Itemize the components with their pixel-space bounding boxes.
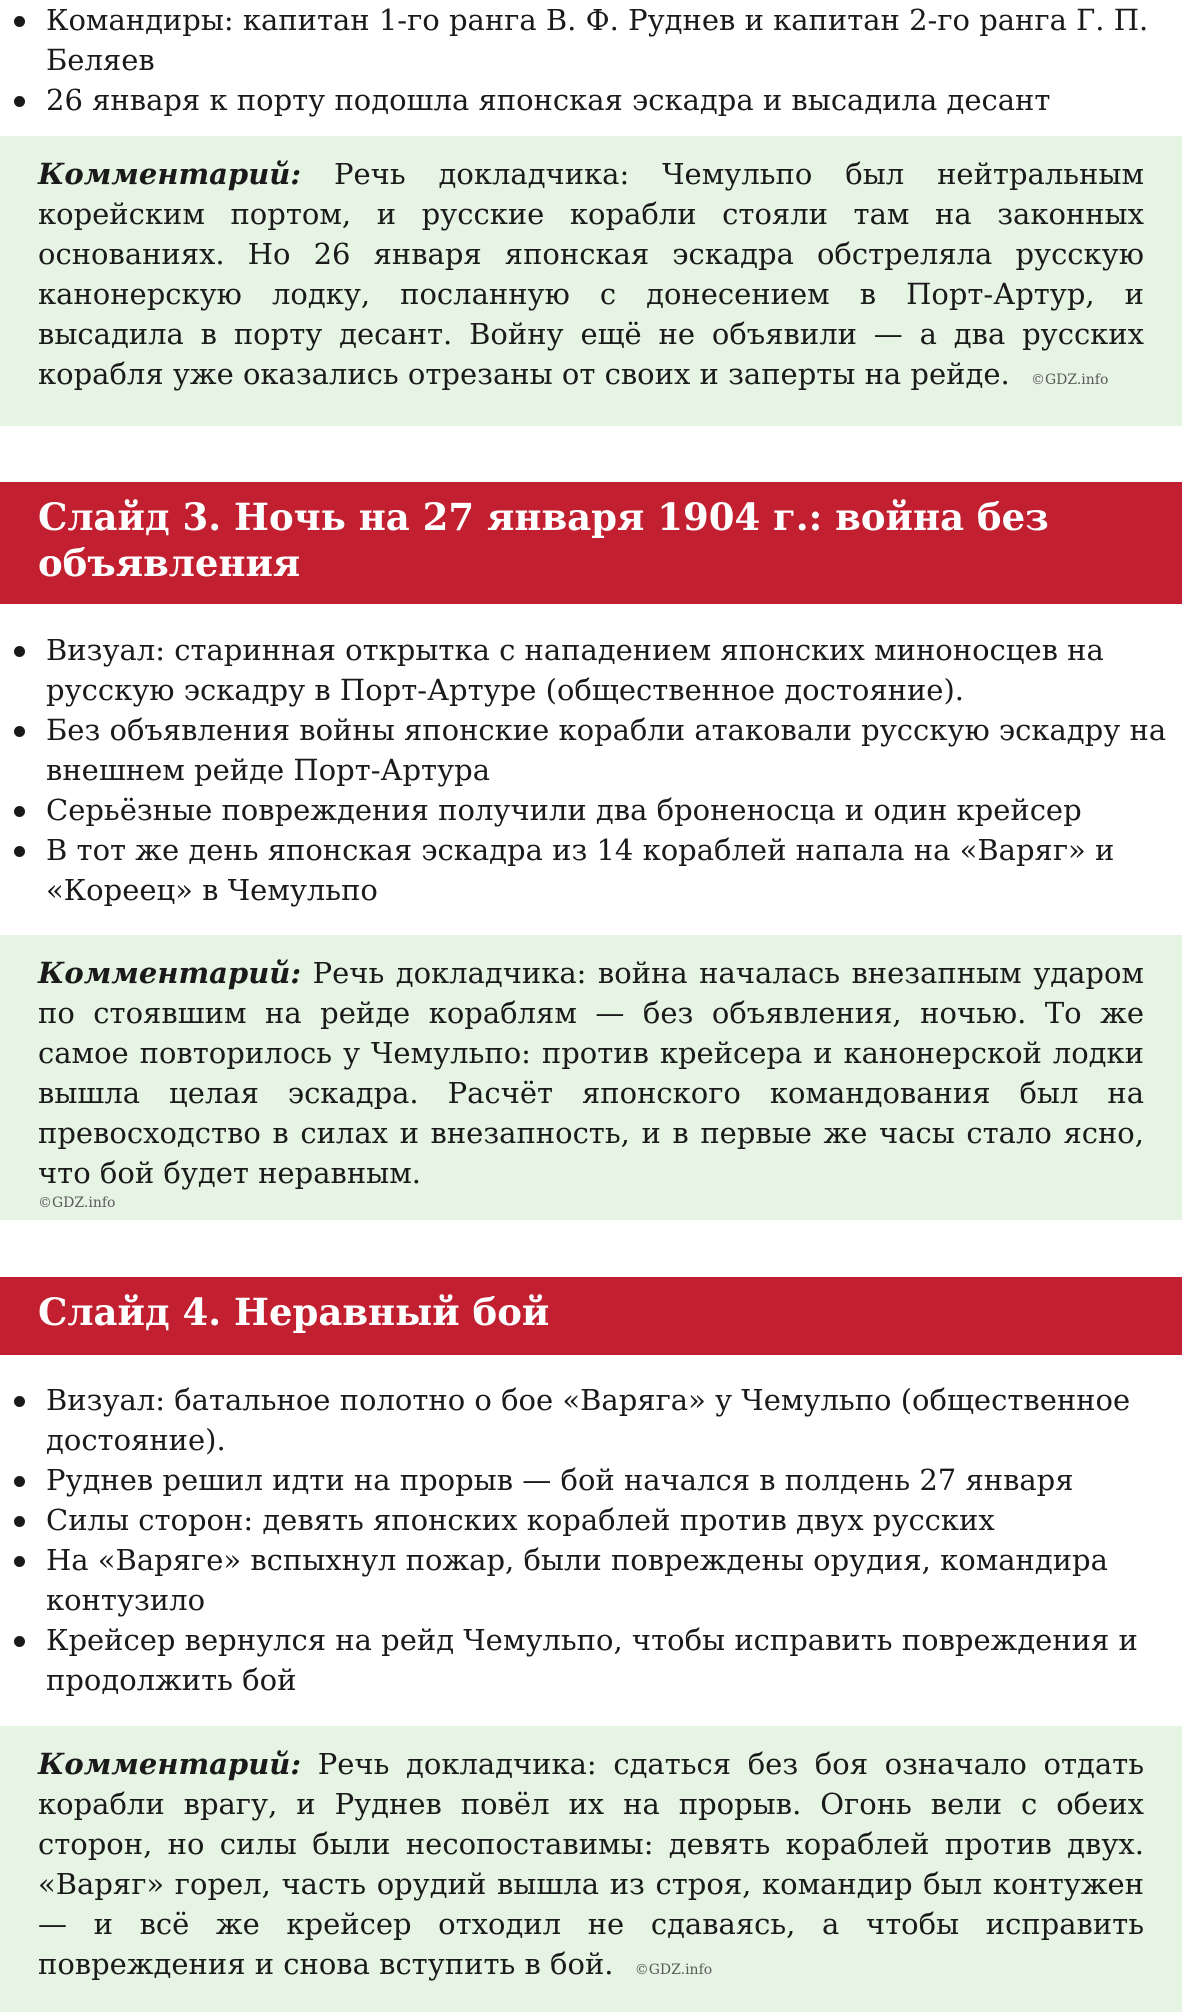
comment-text: Речь докладчика: война началась внезапным ударом по стоявшим на рейде кораблям — без объявления, ночью. То же самое повторилось у Чемульпо: против крейсера и канонерской лодки вышла целая эскадра. Расчёт японского командования был на превосходство в силах и внезапность, и в первые же часы стало ясно, что бой будет неравным.	[38, 956, 1144, 1190]
top-bullet-list	[0, 0, 1180, 120]
copyright-mark: ©GDZ.info	[634, 1962, 713, 1978]
copyright-mark: ©GDZ.info	[1030, 372, 1109, 388]
list-item: Руднев решил идти на прорыв — бой начался в полдень 27 января	[0, 1460, 1180, 1500]
list-item: Командиры: капитан 1-го ранга В. Ф. Руднев и капитан 2-го ранга Г. П. Беляев	[0, 0, 1180, 80]
comment-label: Комментарий:	[38, 956, 302, 990]
list-item: Серьёзные повреждения получили два броненосца и один крейсер	[0, 790, 1180, 830]
slide-3-title: Слайд 3. Ночь на 27 января 1904 г.: война без объявления	[0, 482, 1182, 604]
list-item: 26 января к порту подошла японская эскадра и высадила десант	[0, 80, 1180, 120]
comment-label: Комментарий:	[38, 157, 302, 191]
list-item: Визуал: батальное полотно о бое «Варяга» у Чемульпо (общественное достояние).	[0, 1380, 1180, 1460]
comment-block-2	[0, 136, 1182, 426]
slide-4-bullet-list	[0, 1380, 1180, 1700]
list-item: Крейсер вернулся на рейд Чемульпо, чтобы исправить повреждения и продолжить бой	[0, 1620, 1180, 1700]
slide-3-bullet-list	[0, 630, 1180, 910]
list-item: На «Варяге» вспыхнул пожар, были повреждены орудия, командира контузило	[0, 1540, 1180, 1620]
list-item: В тот же день японская эскадра из 14 кораблей напала на «Варяг» и «Кореец» в Чемульпо	[0, 830, 1180, 910]
comment-label: Комментарий:	[38, 1747, 302, 1781]
list-item: Силы сторон: девять японских кораблей против двух русских	[0, 1500, 1180, 1540]
comment-block-3	[0, 935, 1182, 1220]
comment-text: Речь докладчика: Чемульпо был нейтральным корейским портом, и русские корабли стояли там на законных основаниях. Но 26 января японская эскадра обстреляла русскую канонерскую лодку, посланную с донесением в Порт-Артур, и высадила в порту десант. Войну ещё не объявили — а два русских корабля уже оказались отрезаны от своих и заперты на рейде.	[38, 157, 1144, 391]
comment-block-4	[0, 1726, 1182, 2012]
list-item: Без объявления войны японские корабли атаковали русскую эскадру на внешнем рейде Порт-Артура	[0, 710, 1180, 790]
list-item: Визуал: старинная открытка с нападением японских миноносцев на русскую эскадру в Порт-Артуре (общественное достояние).	[0, 630, 1180, 710]
copyright-mark: ©GDZ.info	[38, 1195, 116, 1211]
slide-4-title: Слайд 4. Неравный бой	[0, 1277, 1182, 1355]
comment-text: Речь докладчика: сдаться без боя означало отдать корабли врагу, и Руднев повёл их на прорыв. Огонь вели с обеих сторон, но силы были несопоставимы: девять кораблей против двух. «Варяг» горел, часть орудий вышла из строя, командир был контужен — и всё же крейсер отходил не сдаваясь, а чтобы исправить повреждения и снова вступить в бой.	[38, 1747, 1144, 1981]
